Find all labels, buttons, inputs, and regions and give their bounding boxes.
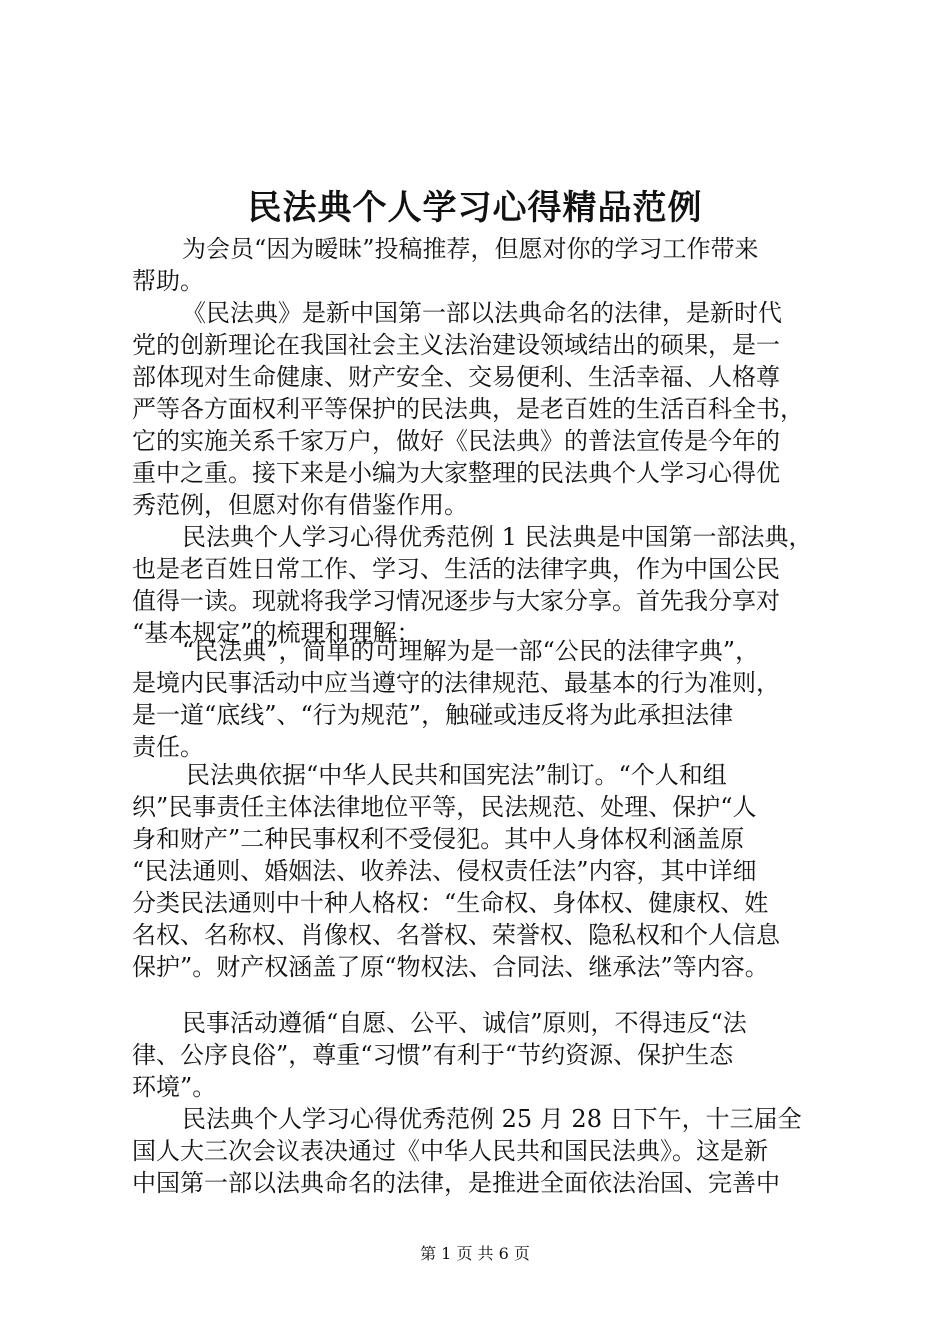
body-line: 名权、名称权、肖像权、名誉权、荣誉权、隐私权和个人信息 <box>132 921 780 949</box>
document-title: 民法典个人学习心得精品范例 <box>247 188 703 228</box>
body-line: 民法典依据“中华人民共和国宪法”制订。“个人和组 <box>186 761 727 789</box>
body-line: 值得一读。现就将我学习情况逐步与大家分享。首先我分享对 <box>132 587 780 615</box>
body-line: 也是老百姓日常工作、学习、生活的法律字典，作为中国公民 <box>132 555 780 583</box>
body-line: 是境内民事活动中应当遵守的法律规范、最基本的行为准则， <box>132 669 780 697</box>
body-line: 国人大三次会议表决通过《中华人民共和国民法典》。这是新 <box>132 1137 768 1165</box>
body-line: 部体现对生命健康、财产安全、交易便利、生活幸福、人格尊 <box>132 363 780 391</box>
body-line: 分类民法通则中十种人格权：“生命权、身体权、健康权、姓 <box>132 889 769 917</box>
body-line: 秀范例，但愿对你有借鉴作用。 <box>132 491 468 519</box>
body-line: 帮助。 <box>132 267 204 295</box>
body-line: 是一道“底线”、“行为规范”，触碰或违反将为此承担法律 <box>132 701 734 729</box>
body-line: 民法典个人学习心得优秀范例 25 月 28 日下午，十三届全 <box>182 1105 802 1133</box>
body-line: 环境”。 <box>132 1073 217 1101</box>
body-line: 保护”。财产权涵盖了原“物权法、合同法、继承法”等内容。 <box>132 953 769 981</box>
body-line: 《民法典》是新中国第一部以法典命名的法律，是新时代 <box>182 299 782 327</box>
body-line: “民法通则、婚姻法、收养法、侵权责任法”内容，其中详细 <box>132 857 757 885</box>
body-line: “民法典”，简单的可理解为是一部“公民的法律字典”， <box>182 637 760 665</box>
body-line: 重中之重。接下来是小编为大家整理的民法典个人学习心得优 <box>132 459 780 487</box>
body-line: 身和财产”二种民事权利不受侵犯。其中人身体权利涵盖原 <box>132 825 745 853</box>
body-line: 党的创新理论在我国社会主义法治建设领域结出的硕果，是一 <box>132 331 780 359</box>
body-line: 民事活动遵循“自愿、公平、诚信”原则，不得违反“法 <box>182 1009 747 1037</box>
page-number: 第 1 页 共 6 页 <box>420 1244 530 1263</box>
body-line: 民法典个人学习心得优秀范例 1 民法典是中国第一部法典， <box>182 523 813 551</box>
body-line: “基本规定”的梳理和理解： <box>132 619 421 647</box>
body-line: 中国第一部以法典命名的法律，是推进全面依法治国、完善中 <box>132 1169 780 1197</box>
body-line: 责任。 <box>132 733 204 761</box>
body-line: 织”民事责任主体法律地位平等，民法规范、处理、保护“人 <box>132 793 757 821</box>
body-line: 律、公序良俗”，尊重“习惯”有利于“节约资源、保护生态 <box>132 1041 734 1069</box>
body-line: 严等各方面权利平等保护的民法典，是老百姓的生活百科全书， <box>132 395 804 423</box>
body-line: 为会员“因为暧昧”投稿推荐，但愿对你的学习工作带来 <box>182 235 759 263</box>
body-line: 它的实施关系千家万户，做好《民法典》的普法宣传是今年的 <box>132 427 780 455</box>
